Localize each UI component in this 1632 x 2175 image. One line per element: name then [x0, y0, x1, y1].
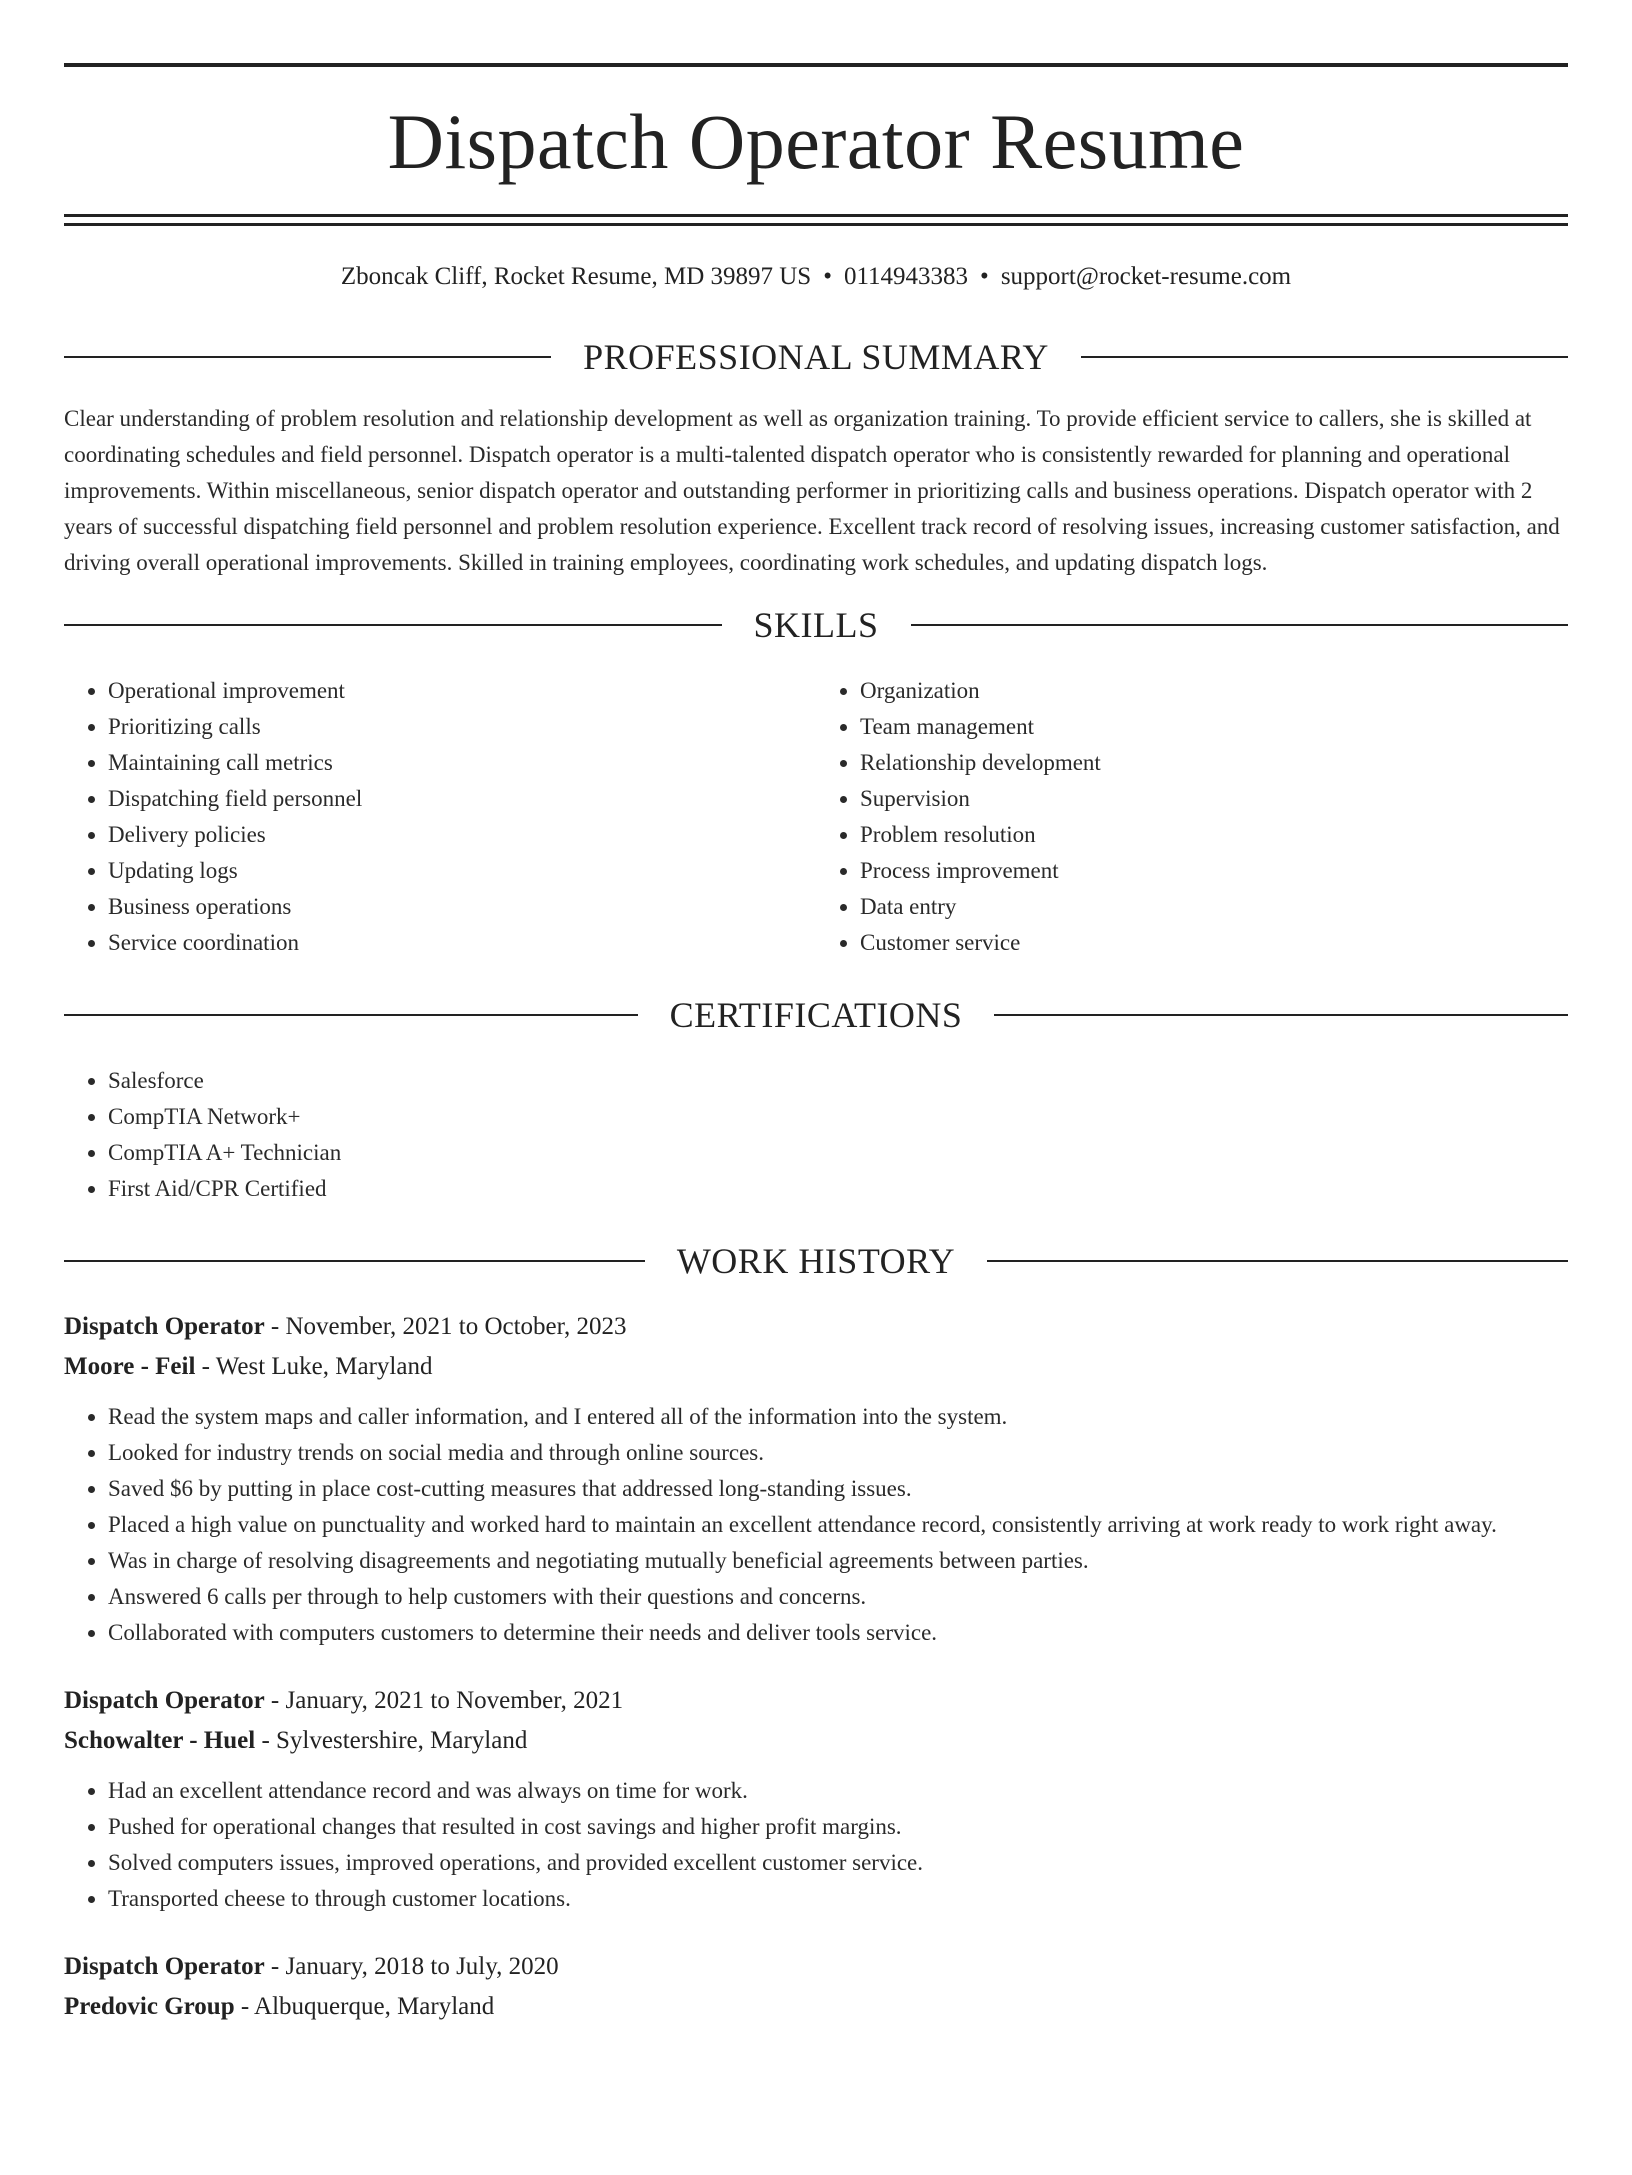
- skill-item: • Team management: [860, 709, 1568, 745]
- job-bullet: • Collaborated with computers customers to determine their needs and deliver tools service.: [108, 1615, 1568, 1651]
- contact-phone: 0114943383: [843, 263, 969, 290]
- job-dates: - January, 2021 to November, 2021: [264, 1687, 624, 1714]
- skill-item: • Data entry: [860, 889, 1568, 925]
- resume-page: [0, 63, 1632, 2027]
- job-bullet: • Saved $6 by putting in place cost-cutting measures that addressed long-standing issues.: [108, 1471, 1568, 1507]
- job-entry: [64, 1307, 1568, 1651]
- job-bullet: • Solved computers issues, improved operations, and provided excellent customer service.: [108, 1845, 1568, 1881]
- skill-item: • Problem resolution: [860, 817, 1568, 853]
- job-entry: [64, 1681, 1568, 1917]
- section-title: CERTIFICATIONS: [669, 995, 963, 1035]
- job-bullet: • Looked for industry trends on social media and through online sources.: [108, 1435, 1568, 1471]
- job-company: Schowalter - Huel: [64, 1727, 256, 1754]
- job-role: Dispatch Operator: [64, 1953, 265, 1980]
- job-bullet: • Had an excellent attendance record and was always on time for work.: [108, 1773, 1568, 1809]
- skills-list-left: [64, 673, 816, 961]
- job-bullet: • Transported cheese to through customer locations.: [108, 1881, 1568, 1917]
- skill-item: • Supervision: [860, 781, 1568, 817]
- job-location: - West Luke, Maryland: [195, 1353, 433, 1380]
- skill-item: • Delivery policies: [108, 817, 816, 853]
- job-bullet-list: [64, 1773, 1568, 1917]
- job-bullet: • Placed a high value on punctuality and worked hard to maintain an excellent attendance record, consistently arriving at work ready to work right away.: [108, 1507, 1568, 1543]
- skill-item: • Dispatching field personnel: [108, 781, 816, 817]
- section-header-summary: [64, 339, 1568, 375]
- job-entry: [64, 1947, 1568, 2027]
- skill-item: • Relationship development: [860, 745, 1568, 781]
- skill-item: • Maintaining call metrics: [108, 745, 816, 781]
- section-header-skills: [64, 607, 1568, 643]
- certifications-list: [64, 1063, 1568, 1207]
- certification-item: • CompTIA Network+: [108, 1099, 1568, 1135]
- job-company-line: [64, 1987, 1568, 2027]
- skill-item: • Updating logs: [108, 853, 816, 889]
- section-title: SKILLS: [753, 605, 879, 645]
- summary-paragraph: Clear understanding of problem resolution and relationship development as well as organization training. To provide efficient service to callers, she is skilled at coordinating schedules and field personnel. Dispatch operator is a multi-talented dispatch operator who is consistently rewarded for planning and operational improvements. Within miscellaneous, senior dispatch operator and outstanding performer in prioritizing calls and business operations. Dispatch operator with 2 years of successful dispatching field personnel and problem resolution experience. Excellent track record of resolving issues, increasing customer satisfaction, and driving overall operational improvements. Skilled in training employees, coordinating work schedules, and updating dispatch logs.: [64, 406, 1560, 575]
- contact-email: support@rocket-resume.com: [1000, 263, 1292, 290]
- job-bullet: • Read the system maps and caller information, and I entered all of the information into the system.: [108, 1399, 1568, 1435]
- skills-columns: [64, 673, 1568, 961]
- job-company-line: [64, 1347, 1568, 1387]
- skill-item: • Organization: [860, 673, 1568, 709]
- section-header-work-history: [64, 1243, 1568, 1279]
- skill-item: • Operational improvement: [108, 673, 816, 709]
- job-role-line: [64, 1947, 1568, 1987]
- job-location: - Sylvestershire, Maryland: [255, 1727, 528, 1754]
- job-bullet: • Was in charge of resolving disagreements and negotiating mutually beneficial agreements between parties.: [108, 1543, 1568, 1579]
- job-company: Moore - Feil: [64, 1353, 196, 1380]
- work-history-list: [64, 1307, 1568, 2027]
- top-rule: [64, 63, 1568, 67]
- skill-item: • Process improvement: [860, 853, 1568, 889]
- skill-item: • Prioritizing calls: [108, 709, 816, 745]
- job-company: Predovic Group: [64, 1993, 235, 2020]
- job-bullet-list: [64, 1399, 1568, 1651]
- skills-list-right: [816, 673, 1568, 961]
- job-role-line: [64, 1681, 1568, 1721]
- resume-title: Dispatch Operator Resume: [387, 98, 1245, 185]
- job-role: Dispatch Operator: [64, 1687, 265, 1714]
- certification-item: • First Aid/CPR Certified: [108, 1171, 1568, 1207]
- job-location: - Albuquerque, Maryland: [234, 1993, 495, 2020]
- contact-line: [64, 264, 1568, 289]
- section-title: PROFESSIONAL SUMMARY: [583, 337, 1049, 377]
- contact-separator: •: [823, 263, 832, 290]
- section-header-certifications: [64, 997, 1568, 1033]
- job-role: Dispatch Operator: [64, 1313, 265, 1340]
- job-dates: - January, 2018 to July, 2020: [264, 1953, 559, 1980]
- job-company-line: [64, 1721, 1568, 1761]
- contact-address: Zboncak Cliff, Rocket Resume, MD 39897 US: [340, 263, 812, 290]
- skill-item: • Service coordination: [108, 925, 816, 961]
- skill-item: • Business operations: [108, 889, 816, 925]
- job-dates: - November, 2021 to October, 2023: [264, 1313, 627, 1340]
- certification-item: • CompTIA A+ Technician: [108, 1135, 1568, 1171]
- contact-separator: •: [980, 263, 989, 290]
- job-role-line: [64, 1307, 1568, 1347]
- job-bullet: • Answered 6 calls per through to help customers with their questions and concerns.: [108, 1579, 1568, 1615]
- skill-item: • Customer service: [860, 925, 1568, 961]
- title-double-rule: [64, 214, 1568, 226]
- job-bullet: • Pushed for operational changes that resulted in cost savings and higher profit margins.: [108, 1809, 1568, 1845]
- section-title: WORK HISTORY: [676, 1241, 956, 1281]
- certification-item: • Salesforce: [108, 1063, 1568, 1099]
